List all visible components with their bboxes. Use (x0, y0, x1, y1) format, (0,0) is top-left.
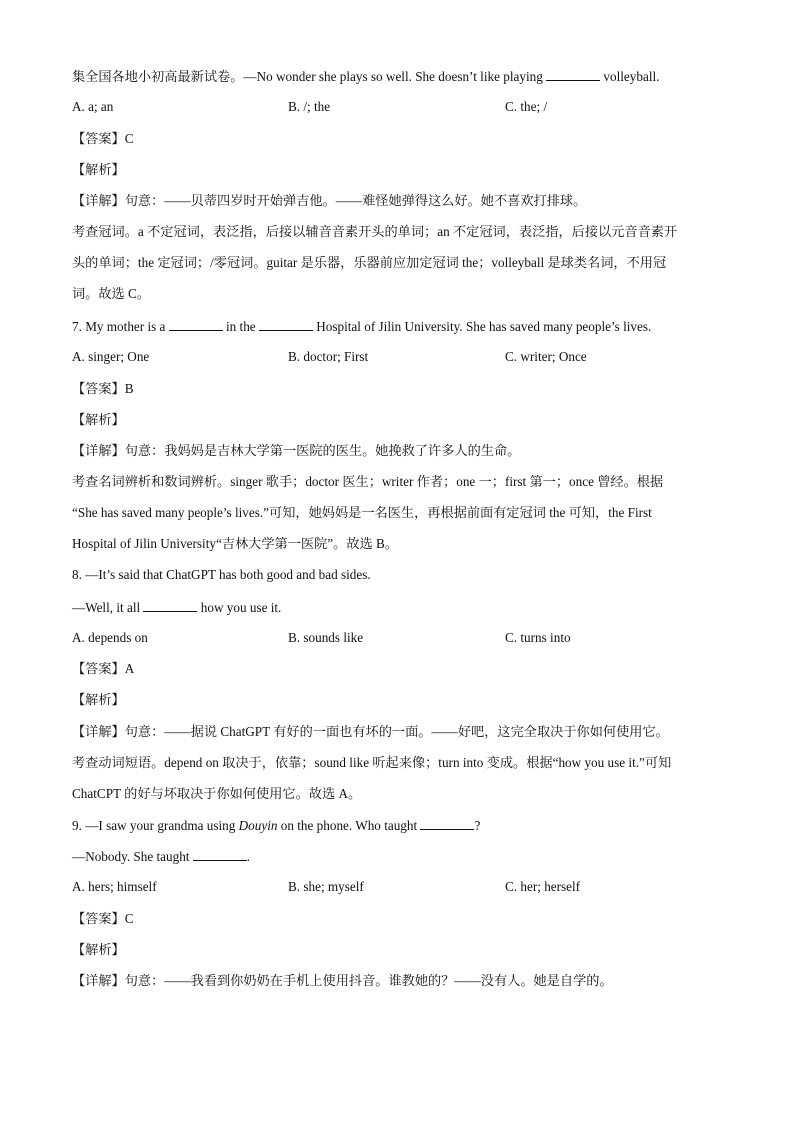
q6-option-c: C. the; / (505, 99, 548, 114)
answer-blank (259, 317, 313, 331)
q7-option-c: C. writer; Once (505, 349, 587, 364)
q9-stem-mid: on the phone. Who taught (277, 818, 421, 833)
answer-blank (420, 816, 474, 830)
q6-explanation-2: 头的单词；the 定冠词；/零冠词。guitar 是乐器，乐器前应加定冠词 the；volleyball 是球类名词，不用冠 (72, 255, 667, 270)
answer-blank (143, 598, 197, 612)
q6-analysis-label: 【解析】 (72, 162, 125, 177)
answer-label: 【答案】 (72, 661, 125, 676)
detail-label: 【详解】 (72, 443, 125, 458)
q6-option-a: A. a; an (72, 99, 114, 114)
answer-value: C (124, 131, 134, 146)
detail-label: 【详解】 (72, 724, 125, 739)
q7-option-b: B. doctor; First (288, 349, 369, 364)
answer-value: C (124, 911, 134, 926)
answer-label: 【答案】 (72, 381, 125, 396)
q6-stem-tail: volleyball. (600, 69, 660, 84)
detail-text: 句意：——我看到你奶奶在手机上使用抖音。谁教她的？——没有人。她是自学的。 (124, 973, 613, 988)
q7-stem-mid: in the (222, 319, 259, 334)
q9-option-b: B. she; myself (288, 879, 364, 894)
detail-text: 句意：我妈妈是吉林大学第一医院的医生。她挽救了许多人的生命。 (124, 443, 521, 458)
q9-stem-text: 9. —I saw your grandma using (72, 818, 239, 833)
q7-answer (72, 380, 134, 398)
q9-option-a: A. hers; himself (72, 879, 157, 894)
q7-explanation-3: Hospital of Jilin University“吉林大学第一医院”。故选 B。 (72, 536, 399, 551)
q8-option-a: A. depends on (72, 630, 148, 645)
q8-stem-text: —Well, it all (72, 600, 144, 615)
detail-label: 【详解】 (72, 193, 125, 208)
q8-analysis-label: 【解析】 (72, 692, 125, 707)
answer-blank (169, 317, 223, 331)
q6-stem-text: 集全国各地小初高最新试卷。—No wonder she plays so well. She doesn’t like playing (72, 69, 547, 84)
detail-text: 句意：——据说 ChatGPT 有好的一面也有坏的一面。——好吧，这完全取决于你如何使用它。 (124, 724, 669, 739)
q9-app-name: Douyin (238, 818, 278, 833)
answer-blank (193, 847, 247, 861)
q7-stem-text: 7. My mother is a (72, 319, 169, 334)
q9-analysis-label: 【解析】 (72, 942, 125, 957)
q7-explanation-2: “She has saved many people’s lives.”可知，她妈妈是一名医生，再根据前面有定冠词 the 可知，the First (72, 505, 652, 520)
q7-option-a: A. singer; One (72, 349, 150, 364)
answer-blank (546, 67, 600, 81)
answer-value: A (124, 661, 135, 676)
q8-stem-1: 8. —It’s said that ChatGPT has both good and bad sides. (72, 567, 371, 582)
q8-stem-tail: how you use it. (197, 600, 282, 615)
q6-option-b: B. /; the (288, 99, 331, 114)
q6-explanation-1: 考查冠词。a 不定冠词，表泛指，后接以辅音音素开头的单词；an 不定冠词，表泛指，后接以元音音素开 (72, 224, 678, 239)
q9-stem-tail: ? (474, 818, 481, 833)
q7-analysis-label: 【解析】 (72, 412, 125, 427)
detail-text: 句意：——贝蒂四岁时开始弹吉他。——难怪她弹得这么好。她不喜欢打排球。 (124, 193, 587, 208)
q6-explanation-3: 词。故选 C。 (72, 286, 151, 301)
q9-detail (72, 972, 613, 990)
q9-option-c: C. her; herself (505, 879, 581, 894)
q8-option-b: B. sounds like (288, 630, 364, 645)
q8-detail (72, 723, 669, 741)
q9-answer (72, 910, 134, 928)
q9-stem-1 (72, 816, 480, 835)
q8-option-c: C. turns into (505, 630, 571, 645)
q6-answer (72, 130, 134, 148)
q7-stem (72, 317, 651, 336)
detail-label: 【详解】 (72, 973, 125, 988)
q8-explanation-1: 考查动词短语。depend on 取决于，依靠；sound like 听起来像；turn into 变成。根据“how you use it.”可知 (72, 755, 672, 770)
q9-reply-tail: . (246, 849, 251, 864)
q8-explanation-2: ChatCPT 的好与坏取决于你如何使用它。故选 A。 (72, 786, 362, 801)
q7-explanation-1: 考查名词辨析和数词辨析。singer 歌手；doctor 医生；writer 作者；one 一；first 第一；once 曾经。根据 (72, 474, 664, 489)
answer-label: 【答案】 (72, 911, 125, 926)
q6-stem (72, 67, 659, 86)
q6-detail (72, 192, 586, 210)
q8-stem-2 (72, 598, 281, 617)
q8-answer (72, 660, 134, 678)
q9-stem-2 (72, 847, 250, 866)
q7-stem-tail: Hospital of Jilin University. She has saved many people’s lives. (312, 319, 652, 334)
answer-value: B (124, 381, 134, 396)
answer-label: 【答案】 (72, 131, 125, 146)
q7-detail (72, 442, 520, 460)
q9-reply-text: —Nobody. She taught (72, 849, 193, 864)
